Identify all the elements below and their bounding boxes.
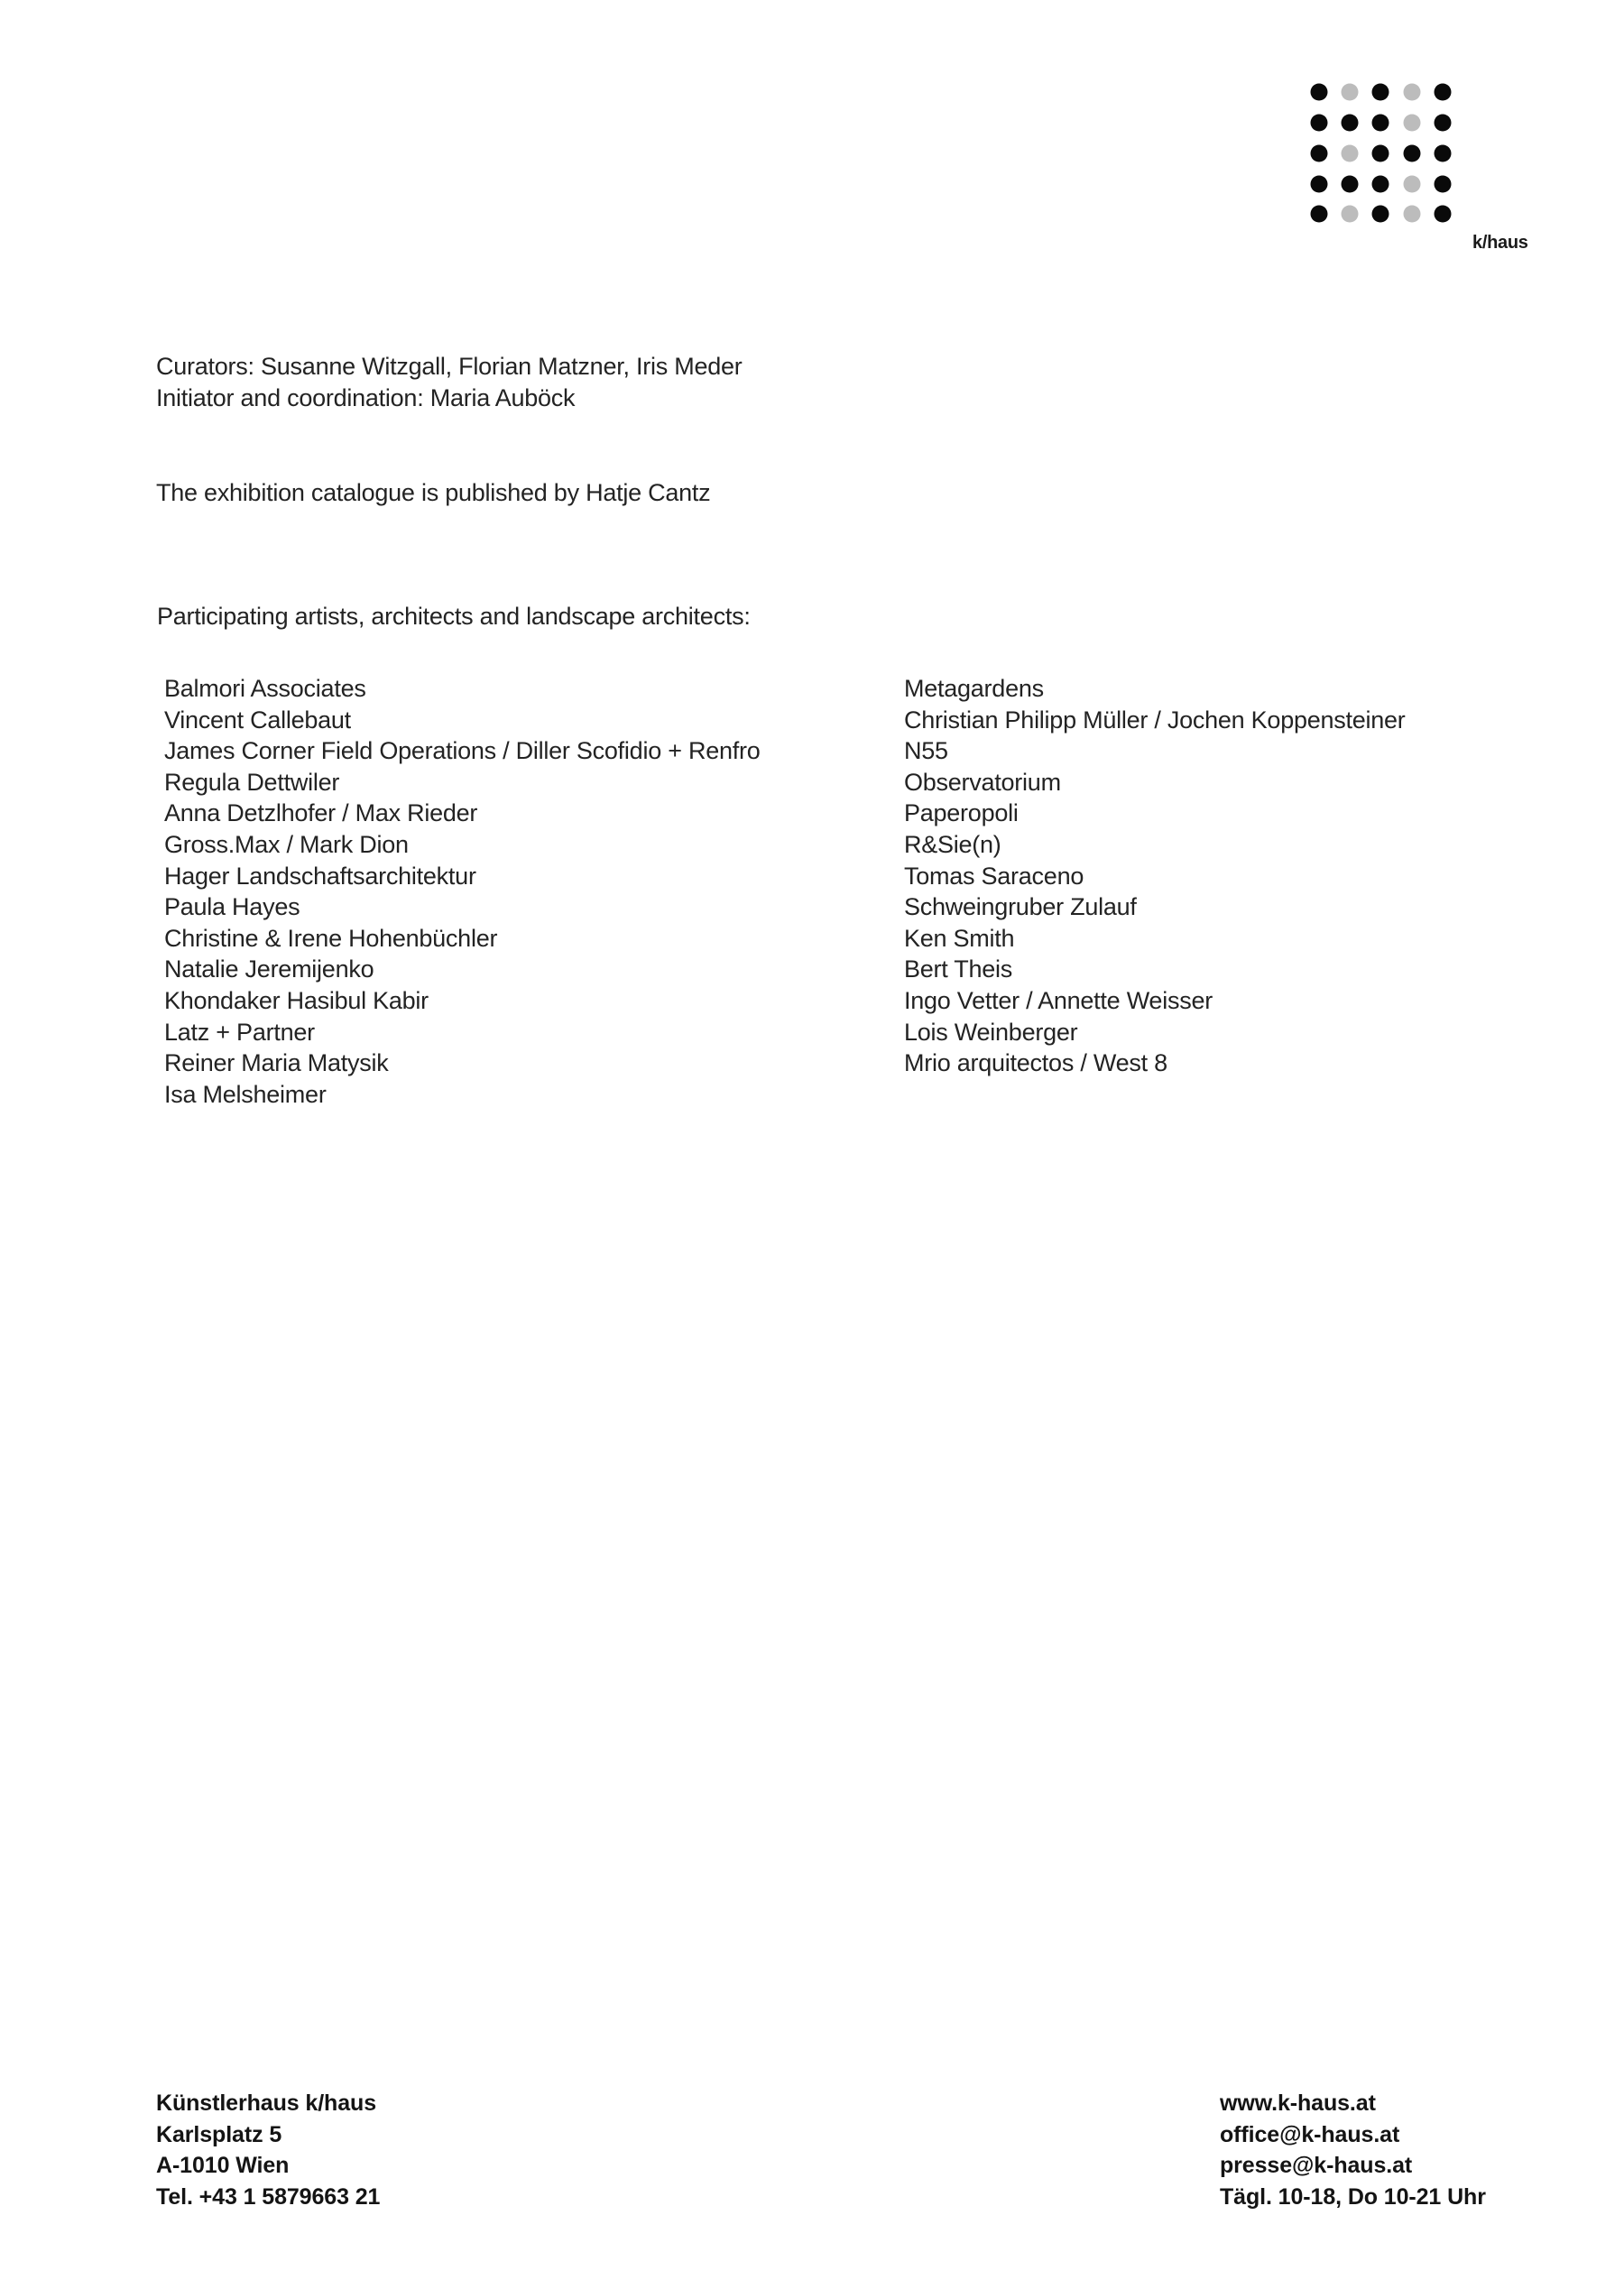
phone-number: Tel. +43 1 5879663 21 (156, 2184, 381, 2211)
logo-dot-black (1372, 206, 1389, 223)
participant-item: James Corner Field Operations / Diller Scofidio + Renfro (164, 737, 761, 765)
participant-item: Balmori Associates (164, 675, 366, 702)
participant-item: Vincent Callebaut (164, 706, 351, 734)
logo-dot-black (1435, 115, 1452, 132)
participant-item: Christine & Irene Hohenbüchler (164, 924, 498, 952)
participant-item: Regula Dettwiler (164, 768, 340, 796)
press-email-link[interactable]: presse@k-haus.at (1220, 2153, 1413, 2179)
participant-item: Khondaker Hasibul Kabir (164, 986, 429, 1014)
logo-dot-black (1342, 115, 1359, 132)
office-email-link[interactable]: office@k-haus.at (1220, 2121, 1400, 2147)
logo-wordmark: k/haus (1472, 233, 1528, 253)
participant-item: Natalie Jeremijenko (164, 955, 374, 983)
logo-dot-black (1372, 145, 1389, 162)
participant-item: Ingo Vetter / Annette Weisser (904, 986, 1213, 1014)
participant-item: Tomas Saraceno (904, 862, 1084, 890)
logo-dot-gray (1404, 176, 1421, 193)
participant-item: Observatorium (904, 768, 1061, 796)
participants-heading: Participating artists, architects and landscape architects: (157, 603, 751, 630)
participant-item: Metagardens (904, 675, 1044, 702)
participant-item: R&Sie(n) (904, 830, 1001, 858)
venue-name: Künstlerhaus k/haus (156, 2091, 376, 2116)
participant-item: Schweingruber Zulauf (904, 893, 1137, 921)
participant-item: Ken Smith (904, 924, 1015, 952)
dot-grid-logo-mark (1311, 84, 1466, 237)
website-link[interactable]: www.k-haus.at (1220, 2091, 1376, 2116)
logo-dot-gray (1342, 145, 1359, 162)
participant-item: Christian Philipp Müller / Jochen Koppensteiner (904, 706, 1406, 734)
participant-item: Hager Landschaftsarchitektur (164, 862, 476, 890)
postal-city: A-1010 Wien (156, 2153, 290, 2179)
logo-dot-gray (1404, 206, 1421, 223)
logo-dot-black (1404, 145, 1421, 162)
logo-dot-black (1435, 176, 1452, 193)
participant-item: Lois Weinberger (904, 1018, 1078, 1046)
participant-item: Isa Melsheimer (164, 1080, 327, 1108)
logo-dot-black (1311, 176, 1328, 193)
initiator-line: Initiator and coordination: Maria Auböck (156, 384, 576, 411)
participant-item: Gross.Max / Mark Dion (164, 830, 409, 858)
catalogue-line: The exhibition catalogue is published by Hatje Cantz (156, 479, 711, 506)
participant-item: Paperopoli (904, 799, 1019, 827)
credits-block (156, 351, 743, 414)
logo-dot-gray (1342, 84, 1359, 101)
logo-dot-black (1435, 145, 1452, 162)
logo-dot-black (1372, 84, 1389, 101)
curators-line: Curators: Susanne Witzgall, Florian Matzner, Iris Meder (156, 353, 743, 380)
participant-item: Reiner Maria Matysik (164, 1049, 389, 1077)
logo-dot-black (1311, 115, 1328, 132)
participant-item: Mrio arquitectos / West 8 (904, 1049, 1167, 1077)
logo-dot-black (1311, 84, 1328, 101)
participant-item: Anna Detzlhofer / Max Rieder (164, 799, 478, 827)
street-address: Karlsplatz 5 (156, 2121, 282, 2147)
participant-item: N55 (904, 737, 948, 765)
k-haus-logo (1299, 72, 1561, 262)
logo-dot-gray (1342, 206, 1359, 223)
logo-dot-black (1372, 115, 1389, 132)
footer-contact (1220, 2088, 1486, 2213)
catalogue-note (156, 477, 710, 509)
logo-dot-black (1435, 84, 1452, 101)
logo-dot-black (1372, 176, 1389, 193)
participants-list-left (164, 673, 761, 1110)
participant-item: Bert Theis (904, 955, 1013, 983)
logo-dot-black (1311, 145, 1328, 162)
participants-list-right (904, 673, 1406, 1079)
participant-item: Latz + Partner (164, 1018, 315, 1046)
logo-dot-black (1311, 206, 1328, 223)
logo-dot-black (1435, 206, 1452, 223)
footer-address (156, 2088, 380, 2213)
participant-item: Paula Hayes (164, 893, 300, 921)
logo-dot-black (1342, 176, 1359, 193)
logo-dot-gray (1404, 115, 1421, 132)
opening-hours: Tägl. 10-18, Do 10-21 Uhr (1220, 2184, 1486, 2211)
logo-dot-gray (1404, 84, 1421, 101)
